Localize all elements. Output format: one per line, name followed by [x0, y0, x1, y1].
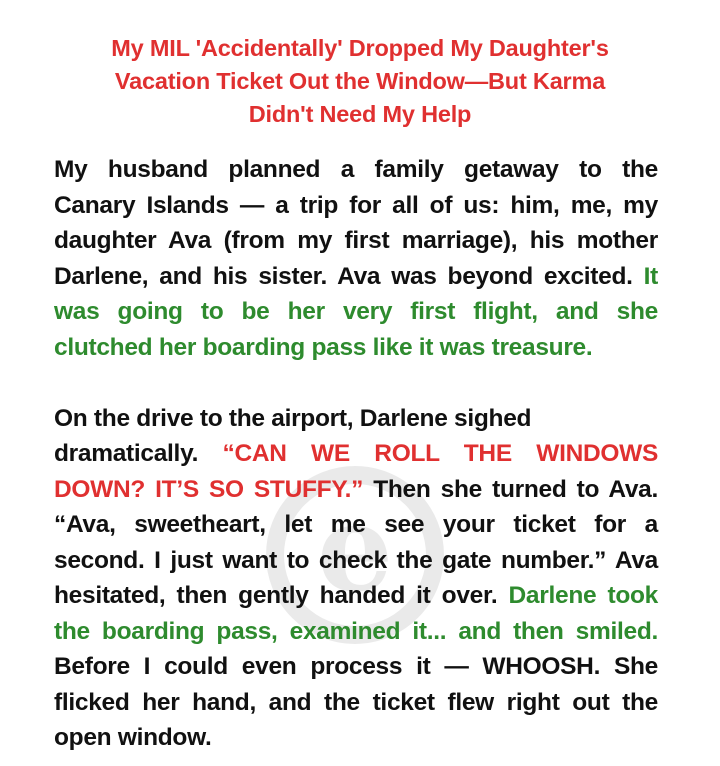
paragraph-gap	[54, 365, 658, 401]
body-line: daughter Ava (from my first marriage), his mother	[54, 227, 658, 254]
body-line: open window.	[54, 724, 212, 751]
body-text: hesitated, then gently handed it over.	[54, 582, 509, 609]
body-line: Canary Islands — a trip for all of us: him, me, my	[54, 191, 658, 219]
body-line	[54, 578, 658, 614]
body-line: second. I just want to check the gate number.” Ava	[54, 546, 658, 574]
story-body	[54, 152, 658, 756]
green-highlight-text: Darlene took	[508, 582, 658, 609]
paragraph-1	[54, 152, 658, 365]
body-line: On the drive to the airport, Darlene sighed	[54, 404, 532, 432]
title-line-3: Didn't Need My Help	[248, 101, 472, 127]
story-title	[40, 32, 680, 131]
svg-text:e: e	[316, 478, 394, 619]
body-line	[54, 436, 658, 472]
body-line: Before I could even process it — WHOOSH. She	[54, 653, 658, 680]
title-line-1: My MIL 'Accidentally' Dropped My Daughter's	[111, 35, 609, 61]
green-highlight-text: It	[632, 262, 658, 290]
body-line	[54, 259, 658, 295]
paragraph-2	[54, 401, 658, 756]
green-highlight-line: clutched her boarding pass like it was treasure.	[54, 333, 593, 361]
body-text: Then she turned to Ava.	[363, 475, 658, 503]
red-highlight-text: DOWN? IT’S SO STUFFY.”	[54, 475, 364, 503]
green-highlight-line: the boarding pass, examined it... and then smiled.	[54, 617, 658, 645]
body-line: “Ava, sweetheart, let me see your ticket for a	[54, 511, 658, 538]
body-line: My husband planned a family getaway to the	[54, 156, 658, 183]
body-line	[54, 472, 658, 508]
body-text: Darlene, and his sister. Ava was beyond excited.	[54, 262, 633, 290]
body-line: flicked her hand, and the ticket flew right out the	[54, 688, 658, 716]
red-highlight-text: “CAN WE ROLL THE WINDOWS	[222, 440, 659, 467]
green-highlight-line: was going to be her very first flight, and she	[54, 298, 658, 325]
body-text: dramatically.	[54, 440, 223, 467]
title-line-2: Vacation Ticket Out the Window—But Karma	[114, 68, 606, 94]
